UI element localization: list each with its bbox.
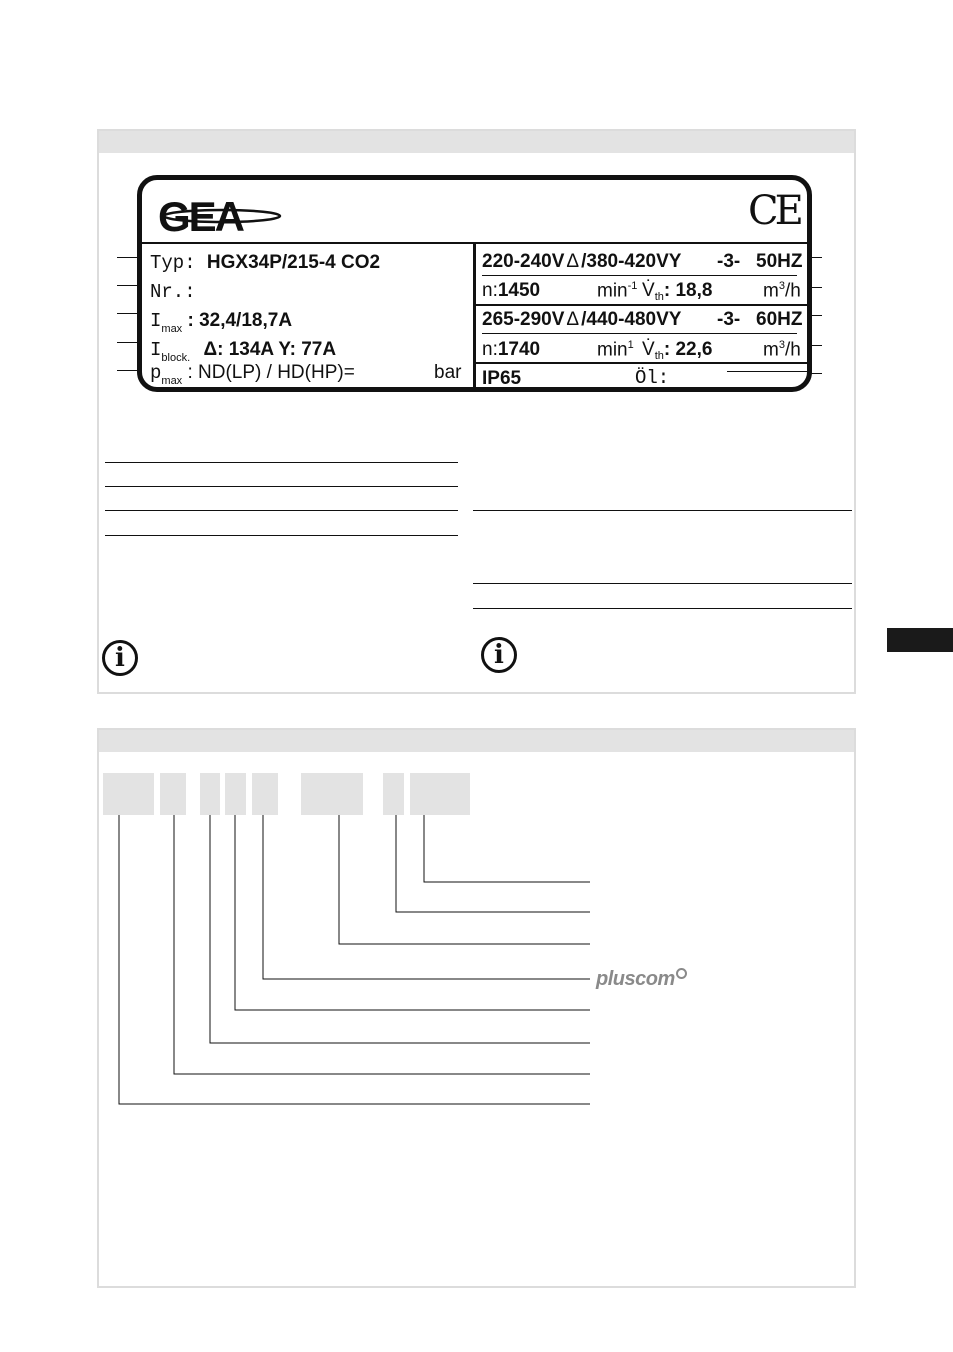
pmax-label: p [150,362,162,384]
imax-value: : 32,4/18,7A [187,310,293,331]
n50-value: 1450 [497,280,541,301]
vth50-label: V̇ [642,280,655,301]
unit60-sup: 3 [778,339,785,351]
delta-icon: Δ [566,251,580,272]
nr-label: Nr.: [150,281,196,303]
leader-line [210,815,590,1043]
v60-rest: /440-480VY [581,309,682,330]
leader-line [396,815,590,912]
imax-label: I [150,310,162,332]
n50-label: n: [482,280,498,301]
unit50-rest: /h [784,280,801,302]
ip-rating: IP65 [482,368,522,389]
pmax-sub: max [161,375,183,387]
vth50-value: : 18,8 [663,280,713,301]
pmax-value: : ND(LP) / HD(HP)= [187,362,355,383]
leader-line [119,815,590,1104]
min50-sup: -1 [627,280,638,292]
unit50-label: m [763,280,779,302]
info-icon: i [481,637,517,673]
typ-label: Typ: [150,252,196,274]
n60-value: 1740 [497,339,541,360]
min60-sup: 1 [627,339,634,351]
vth60-value: : 22,6 [663,339,713,360]
pluscom-mark-icon [676,968,687,979]
phase-50: -3- [717,251,741,272]
info-icon: i [102,640,138,676]
leader-line [339,815,590,944]
imax-sub: max [161,323,183,335]
unit60-rest: /h [784,339,801,361]
ce-mark: CE [748,188,800,234]
iblock-value: Δ: 134A Y: 77A [203,339,337,360]
v60-value: 265-290V [482,309,565,330]
oil-label: Öl: [635,367,670,389]
leader-line [424,815,590,882]
svg-text:GEA: GEA [158,194,244,238]
v50-rest: /380-420VY [581,251,682,272]
v50-value: 220-240V [482,251,565,272]
hz-60: 60HZ [756,309,803,330]
n60-label: n: [482,339,498,360]
delta-icon: Δ [566,309,580,330]
min50-label: min [597,280,628,302]
vth60-label: V̇ [642,339,655,360]
phase-60: -3- [717,309,741,330]
iblock-sub: block. [161,352,191,364]
vth50-sub: th [654,291,664,303]
unit60-label: m [763,339,779,361]
iblock-label: I [150,339,162,361]
min60-label: min [597,339,628,361]
typ-value: HGX34P/215-4 CO2 [206,252,381,273]
hz-50: 50HZ [756,251,803,272]
vth60-sub: th [654,350,664,362]
unit50-sup: 3 [778,280,785,292]
leader-line [263,815,590,979]
pmax-unit: bar [434,362,462,383]
pluscom-logo [596,968,675,991]
pluscom-logo-text: pluscom [596,968,675,990]
